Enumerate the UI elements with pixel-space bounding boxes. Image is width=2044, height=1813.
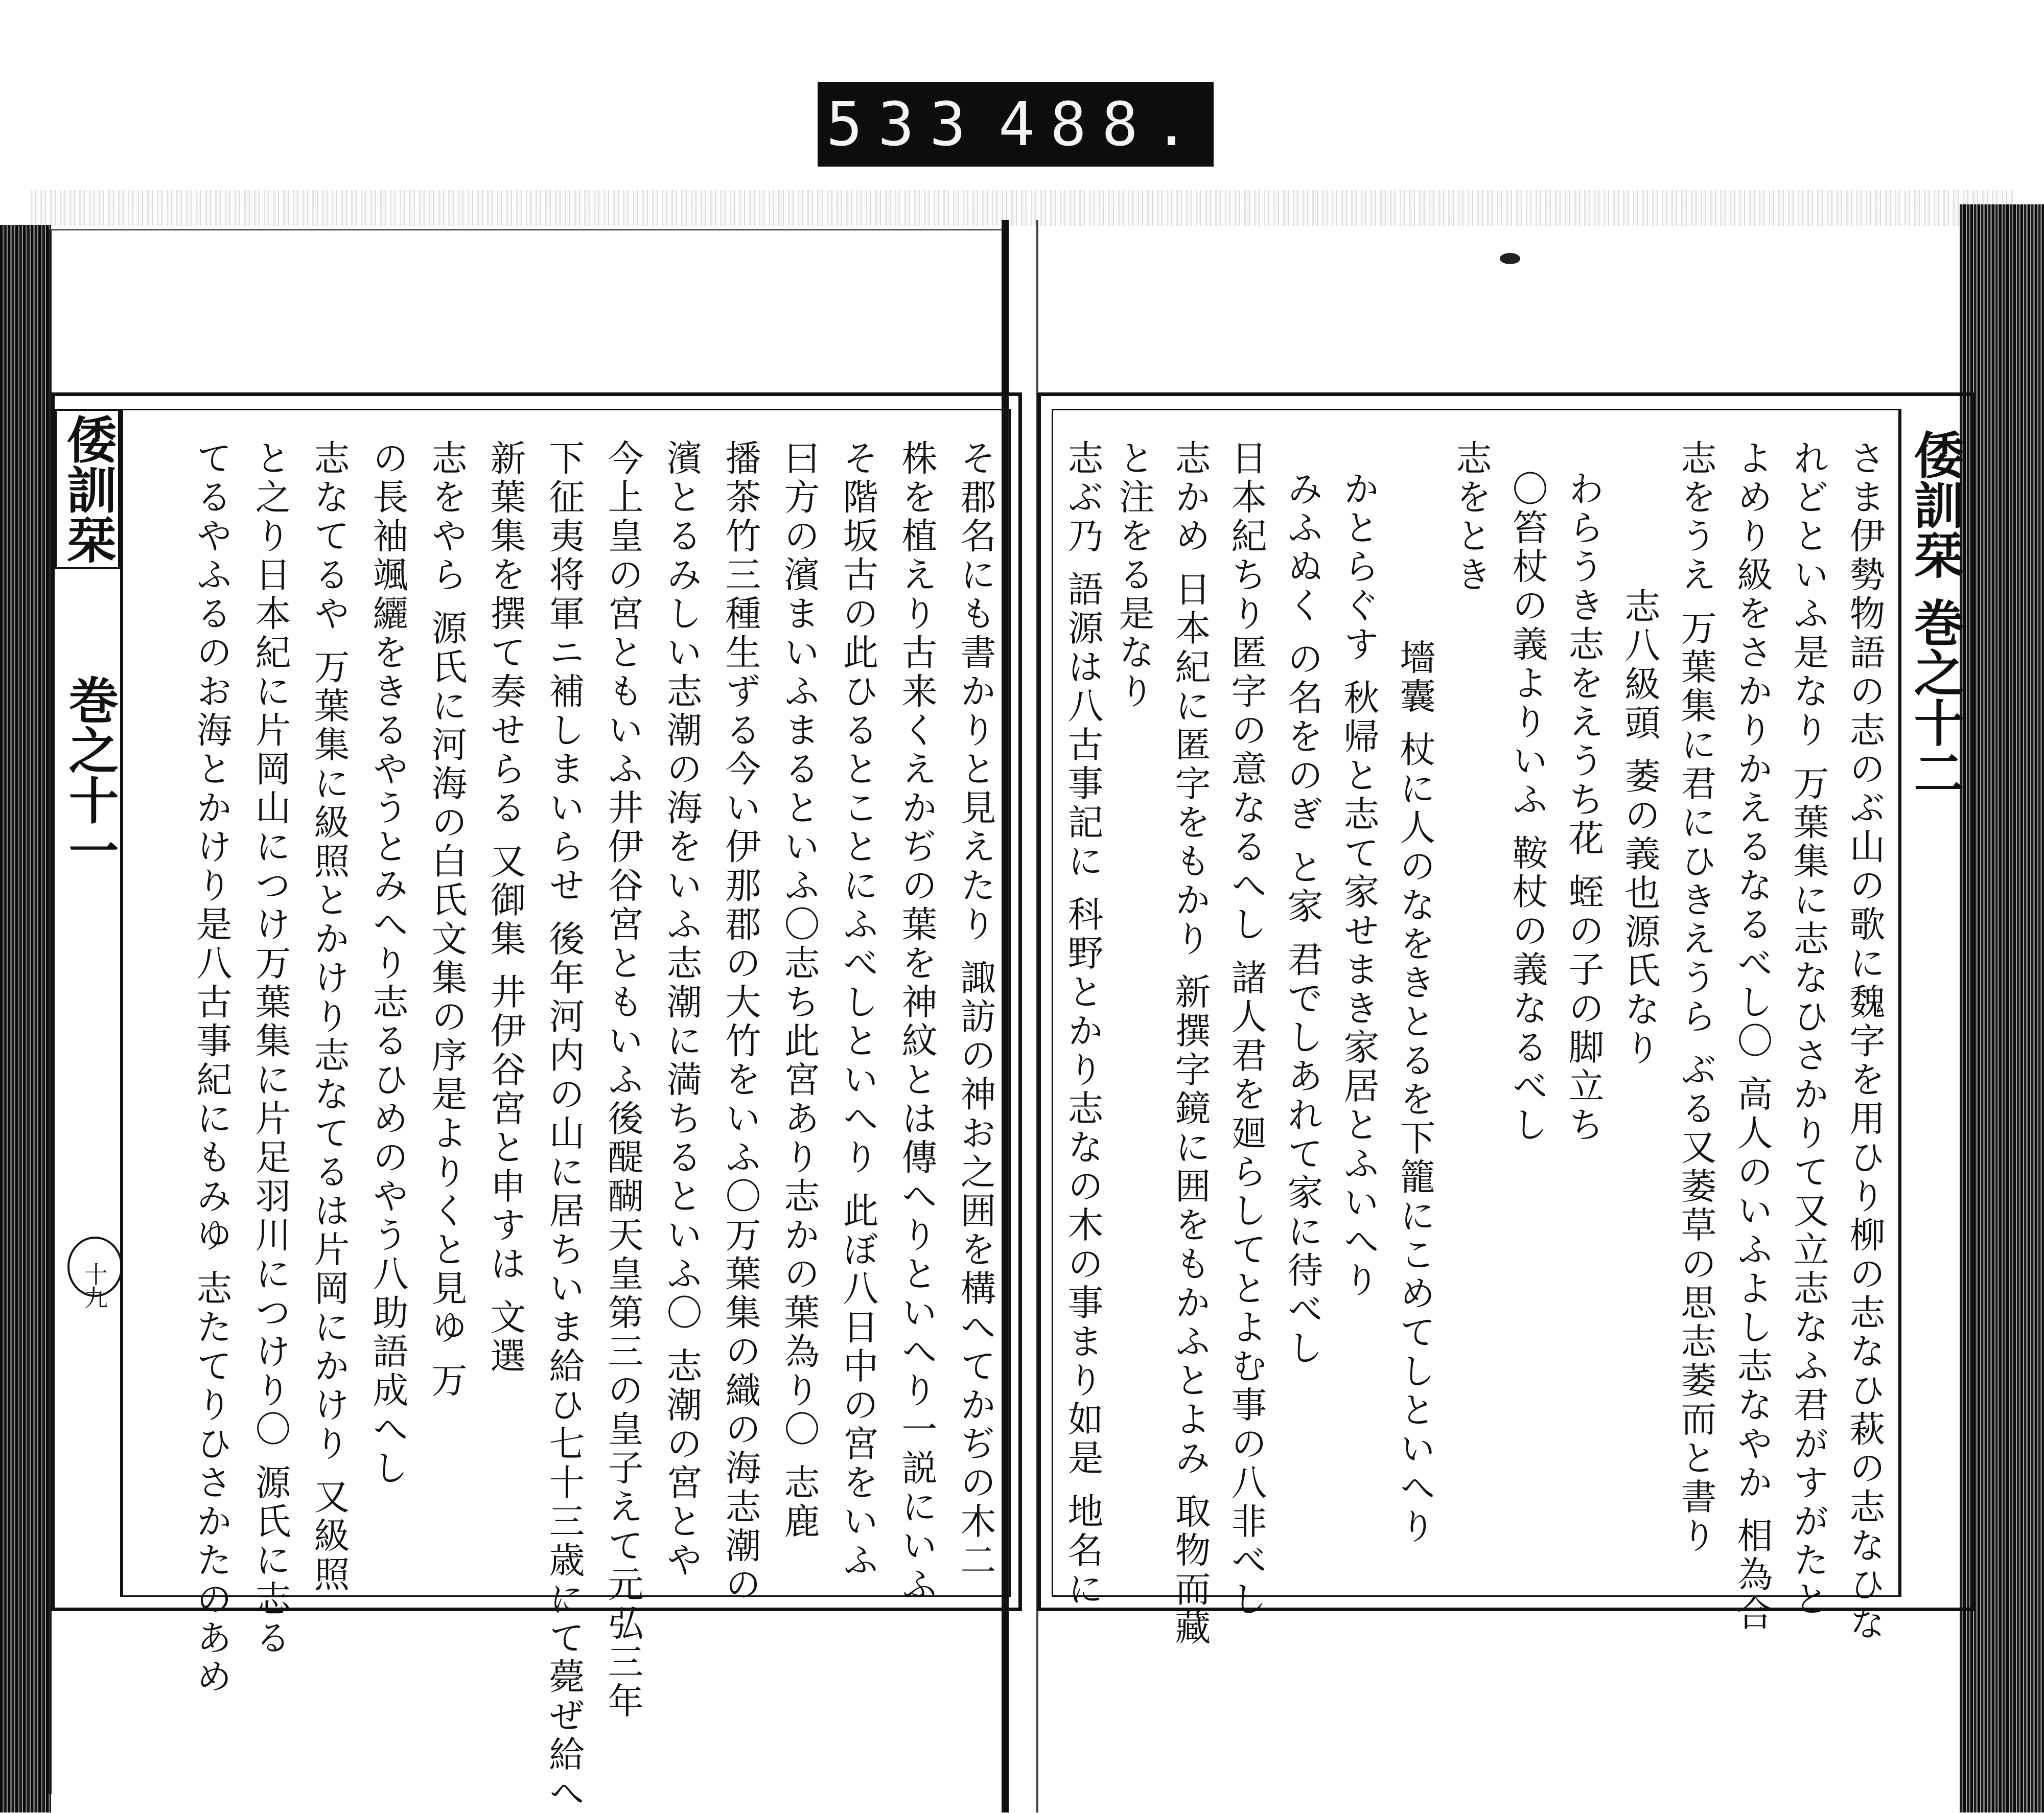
left-col-9: 新葉集を撰て奏せらる 又御集 井伊谷宮と申すは 文選 xyxy=(484,439,526,1376)
left-page-title-strip xyxy=(59,409,122,1597)
right-col-2: れどといふ是なり 万葉集に志なひさかりて又立志なふ君がすがたと xyxy=(1787,439,1829,1619)
left-col-11: の長袖颯纚をきるやうとみへり志るひめのやう八助語成へし xyxy=(367,439,409,1488)
dust-speck xyxy=(1500,253,1520,264)
frame-number-right: 488. xyxy=(998,89,1205,159)
right-col-14: と注をる是なり xyxy=(1113,439,1155,711)
left-col-12: 志なてるや 万葉集に級照とかけり志なてるは片岡にかけり 又級照 xyxy=(308,439,350,1595)
left-page-number: 十九 xyxy=(81,1262,108,1309)
left-col-4: 曰方の濱まいふまるといふ〇志ち此宮あり志かの葉為り〇 志鹿 xyxy=(778,439,820,1542)
left-page-volume: 巻之十一 xyxy=(60,675,119,875)
left-col-14: てるやふるのお海とかけり是八古事紀にもみゆ 志たてりひさかたのあめ xyxy=(191,439,233,1697)
right-col-5: 志八級頭 萎の義也源氏なり xyxy=(1619,588,1661,1068)
left-col-2: 株を植えり古来くえかぢの葉を神紋とは傳へりといへり一説にいふ xyxy=(896,439,938,1605)
right-col-9: 墻囊 杖に人のなをきとるを下籠にこめてしといへり xyxy=(1394,639,1436,1547)
right-page-title-strip xyxy=(1900,409,1968,1597)
scan-noise-strip xyxy=(31,190,2013,226)
left-col-1: そ郡名にも書かりと見えたり 諏訪の神お之囲を構へてかぢの木二 xyxy=(955,439,996,1580)
left-page-title-text: 倭訓栞 xyxy=(55,409,120,569)
frame-number-plate xyxy=(818,82,1214,167)
right-col-8: 志をとき xyxy=(1450,439,1492,595)
left-col-6: 濱とるみしい志潮の海をいふ志潮に満ちるといふ〇 志潮の宮とや xyxy=(661,439,703,1580)
right-col-13: 志かめ 日本紀に匿字をもかり 新撰字鏡に囲をもかふとよみ 取物而藏 xyxy=(1169,439,1211,1648)
frame-number-left: 533 xyxy=(826,89,982,159)
right-page-title: 倭訓栞 巻之十二 xyxy=(1906,429,1964,798)
right-col-10: かとらぐす 秋帰と志て家せまき家居とふいへり xyxy=(1338,470,1380,1300)
right-col-3: よめり級をさかりかえるなるべし〇 高人のいふよし志なやか 相為合 xyxy=(1731,439,1773,1634)
left-col-8: 下征夷将軍ニ補しまいらせ 後年河内の山に居ちいま給ひ七十三歳にて薨ぜ給へ xyxy=(543,439,585,1813)
left-page-title xyxy=(59,409,120,569)
right-col-6: わらうき志をえうち花 蛭の子の脚立ち xyxy=(1563,470,1605,1145)
left-col-5: 播茶竹三種生ずる今い伊那郡の大竹をいふ〇万葉集の織の海志潮の xyxy=(719,439,761,1605)
right-col-12: 日本紀ちり匿字の意なるへし 諸人君を廻らしてとよむ事の八非べし xyxy=(1225,439,1267,1619)
left-col-7: 今上皇の宮ともいふ井伊谷宮ともいふ後醍醐天皇第三の皇子えて元弘三年 xyxy=(602,439,644,1721)
left-page-edges xyxy=(0,225,51,1812)
left-col-10: 志をやら 源氏に河海の白氏文集の序是よりくと見ゆ 万 xyxy=(426,439,468,1401)
left-col-3: そ階坂古の此ひるとことにふべしといへり 此ぼ八日中の宮をいふ xyxy=(837,439,879,1580)
right-col-15: 志ぶ乃 語源は八古事記に 科野とかり志なの木の事まり如是 地名に xyxy=(1062,439,1104,1609)
right-col-1: さま伊勢物語の志のぶ山の歌に魏字を用ひり柳の志なひ萩の志なひな xyxy=(1844,439,1886,1643)
right-col-4: 志をうえ 万葉集に君にひきえうら ぶる又萎草の思志萎而と書り xyxy=(1675,439,1717,1556)
left-col-13: と之り日本紀に片岡山につけ万葉集に片足羽川につけり〇 源氏に志る xyxy=(249,439,291,1658)
right-col-7: 〇笞杖の義よりいふ 鞍杖の義なるべし xyxy=(1506,470,1548,1145)
right-col-11: みふぬく の名をのぎ と家 君でしあれて家に待べし xyxy=(1282,470,1323,1368)
